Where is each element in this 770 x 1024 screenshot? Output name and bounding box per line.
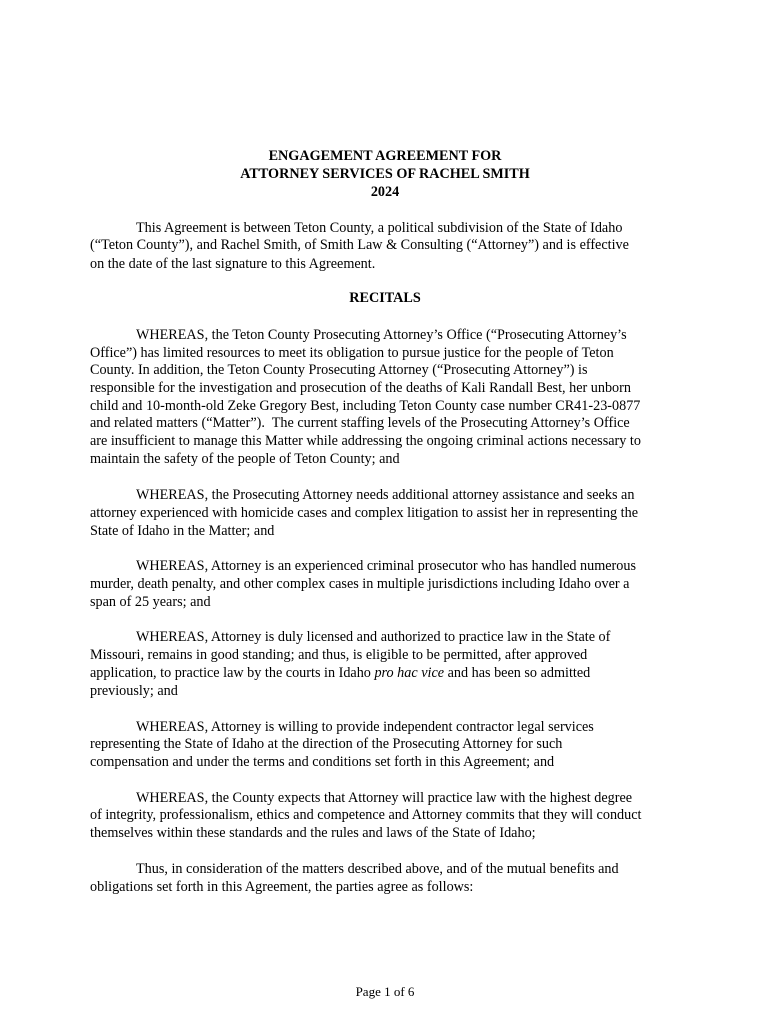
- title-year: 2024: [370, 184, 400, 200]
- whereas-6-line: WHEREAS, the County expects that Attorney will practice law with the highest degree: [136, 790, 633, 806]
- whereas-4-line: WHEREAS, Attorney is duly licensed and authorized to practice law in the State of: [136, 629, 611, 645]
- title-line: ATTORNEY SERVICES OF RACHEL SMITH: [240, 166, 530, 182]
- whereas-3-line: murder, death penalty, and other complex cases in multiple jurisdictions including Idaho over a: [90, 576, 630, 592]
- whereas-1-line: Office”) has limited resources to meet its obligation to pursue justice for the people of Teton: [90, 345, 614, 361]
- latin-term: pro hac vice: [374, 665, 445, 681]
- whereas-6-line: themselves within these standards and the rules and laws of the State of Idaho;: [90, 825, 536, 841]
- whereas-3-line: span of 25 years; and: [90, 594, 211, 610]
- recitals-heading: RECITALS: [349, 290, 421, 306]
- whereas-4-text: and has been so admitted: [444, 665, 591, 681]
- whereas-3-line: WHEREAS, Attorney is an experienced criminal prosecutor who has handled numerous: [136, 558, 636, 574]
- whereas-1-line: and related matters (“Matter”). The current staffing levels of the Prosecuting Attorney’s Office: [90, 415, 630, 431]
- whereas-6-line: of integrity, professionalism, ethics and competence and Attorney commits that they will conduct: [90, 807, 642, 823]
- whereas-1-line: are insufficient to manage this Matter while addressing the ongoing criminal actions necessary to: [90, 433, 641, 449]
- whereas-1-line: County. In addition, the Teton County Prosecuting Attorney (“Prosecuting Attorney”) is: [90, 362, 588, 378]
- whereas-5-line: representing the State of Idaho at the direction of the Prosecuting Attorney for such: [90, 736, 563, 752]
- whereas-2-line: attorney experienced with homicide cases and complex litigation to assist her in representing the: [90, 505, 639, 521]
- whereas-2-line: WHEREAS, the Prosecuting Attorney needs additional attorney assistance and seeks an: [136, 487, 635, 503]
- whereas-5-line: WHEREAS, Attorney is willing to provide independent contractor legal services: [136, 719, 594, 735]
- whereas-4-line: [90, 664, 590, 682]
- whereas-1-line: child and 10-month-old Zeke Gregory Best, including Teton County case number CR41-23-0877: [90, 398, 641, 414]
- whereas-4-text: application, to practice law by the courts in Idaho: [90, 665, 375, 681]
- whereas-4-line: previously; and: [90, 683, 178, 699]
- thus-line: Thus, in consideration of the matters described above, and of the mutual benefits and: [136, 861, 619, 877]
- intro-line: (“Teton County”), and Rachel Smith, of Smith Law & Consulting (“Attorney”) and is effective: [90, 237, 629, 253]
- whereas-2-line: State of Idaho in the Matter; and: [90, 523, 275, 539]
- intro-line: This Agreement is between Teton County, a political subdivision of the State of Idaho: [136, 220, 623, 236]
- intro-line: on the date of the last signature to this Agreement.: [90, 256, 376, 272]
- title-line: ENGAGEMENT AGREEMENT FOR: [268, 148, 502, 164]
- page-number: Page 1 of 6: [355, 984, 415, 999]
- whereas-1-line: maintain the safety of the people of Teton County; and: [90, 451, 400, 467]
- whereas-1-line: WHEREAS, the Teton County Prosecuting Attorney’s Office (“Prosecuting Attorney’s: [136, 327, 627, 343]
- whereas-4-line: Missouri, remains in good standing; and thus, is eligible to be permitted, after approved: [90, 647, 588, 663]
- document-title: [0, 147, 770, 201]
- whereas-1-line: responsible for the investigation and prosecution of the deaths of Kali Randall Best, her unborn: [90, 380, 631, 396]
- whereas-5-line: compensation and under the terms and conditions set forth in this Agreement; and: [90, 754, 555, 770]
- thus-line: obligations set forth in this Agreement, the parties agree as follows:: [90, 879, 474, 895]
